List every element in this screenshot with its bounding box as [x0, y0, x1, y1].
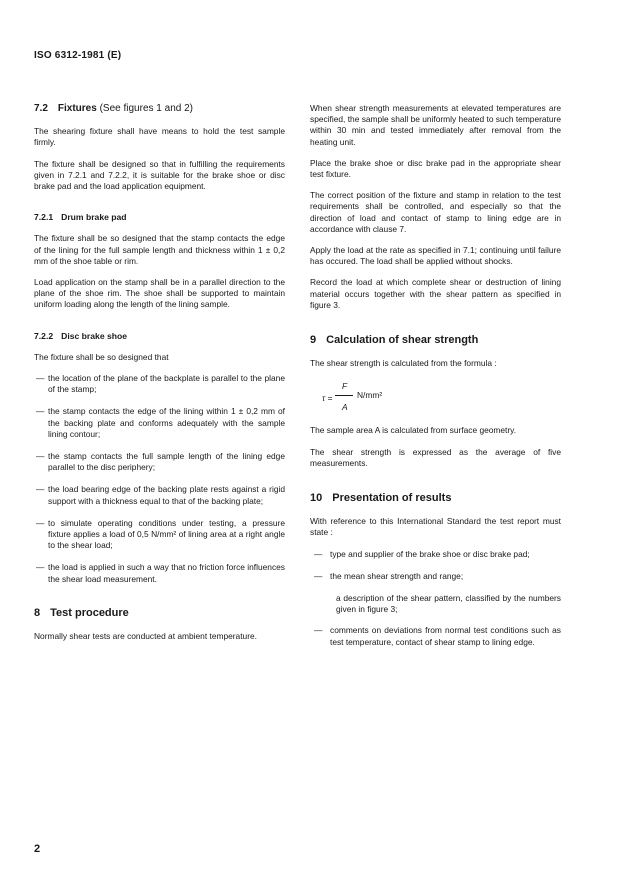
section-title: Fixtures: [57, 103, 97, 114]
list-item: — comments on deviations from normal test conditions such as test temperature, contact of shear stamp to lining edge.: [314, 625, 561, 647]
section-9-heading: [310, 335, 561, 346]
section-title: Test procedure: [50, 606, 129, 619]
paragraph: The shear strength is expressed as the average of five measurements.: [310, 446, 561, 468]
list-item: — to simulate operating conditions under testing, a pressure fixture applies a load of 0,5 N/mm² of lining area at a right angle to the shear load;: [36, 517, 285, 551]
section-title: Presentation of results: [332, 492, 452, 505]
section-number: 7.2.2: [34, 330, 54, 341]
paragraph: a description of the shear pattern, classified by the numbers given in figure 3;: [336, 593, 561, 615]
list-item: — type and supplier of the brake shoe or disc brake pad;: [314, 548, 530, 559]
section-8-heading: [34, 608, 285, 619]
section-title: Drum brake pad: [61, 212, 127, 223]
fraction-bar: [335, 395, 353, 396]
paragraph: The fixture shall be so designed that: [34, 351, 169, 362]
section-7-2-heading: [34, 103, 285, 114]
paragraph: The shearing fixture shall have means to hold the test sample firmly.: [34, 126, 285, 148]
section-title: Disc brake shoe: [61, 330, 128, 341]
paragraph: The shear strength is calculated from the formula :: [310, 358, 497, 369]
list-item: — the stamp contacts the full sample length of the lining edge parallel to the disc periphery;: [36, 451, 285, 473]
right-column: [310, 103, 561, 659]
formula-numerator: F: [342, 381, 348, 392]
section-number: 7.2.1: [34, 212, 54, 223]
paragraph: The correct position of the fixture and stamp in relation to the test requirements shall be controlled, and especially so that the direction of load and contact of stamp to lining edge are in accordance with clause 7.: [310, 190, 561, 234]
paragraph: Normally shear tests are conducted at ambient temperature.: [34, 631, 257, 642]
paragraph: The fixture shall be so designed that the stamp contacts the edge of the lining for the full sample length and thickness within 1 ± 0,2 mm of the shoe table or rim.: [34, 233, 285, 266]
section-number: 7.2: [34, 103, 48, 114]
paragraph: When shear strength measurements at elevated temperatures are specified, the sample shall be uniformly heated to such temperature within 30 min and tested immediately after removal from the heating unit.: [310, 103, 561, 147]
section-7-2-1-heading: [34, 212, 285, 223]
section-number: 8: [34, 606, 41, 619]
document-header: ISO 6312-1981 (E): [34, 50, 122, 61]
section-10-heading: [310, 493, 561, 504]
list-item: — the load is applied in such a way that no friction force influences the shear load measurement.: [36, 562, 285, 584]
paragraph: Record the load at which complete shear or destruction of lining material occurs together with the shear pattern as specified in figure 3.: [310, 277, 561, 310]
paragraph: The sample area A is calculated from surface geometry.: [310, 425, 517, 436]
paragraph: Place the brake shoe or disc brake pad in the appropriate shear test fixture.: [310, 157, 561, 180]
section-7-2-2-heading: [34, 331, 285, 342]
paragraph: Apply the load at the rate as specified in 7.1; continuing until failure has occured. The load shall be applied without shocks.: [310, 245, 561, 267]
left-column: [34, 103, 285, 652]
formula-denominator: A: [342, 402, 348, 413]
section-title: Calculation of shear strength: [326, 334, 479, 347]
formula-unit: N/mm²: [357, 390, 383, 401]
paragraph: The fixture shall be designed so that in fulfilling the requirements given in 7.2.1 and 7.2.2, it is suitable for the brake shoe or disc brake pad and the load application equipment.: [34, 158, 285, 192]
section-number: 9: [310, 334, 317, 347]
list-item: — the mean shear strength and range;: [314, 570, 464, 581]
list-item: — the location of the plane of the backplate is parallel to the plane of the stamp;: [36, 373, 285, 395]
page-number: 2: [34, 843, 41, 855]
section-number: 10: [310, 492, 323, 505]
shear-formula: [310, 379, 561, 417]
list-item: — the load bearing edge of the backing plate rests against a rigid support with a thickness equal to that of the backing plate;: [36, 484, 285, 506]
formula-symbol: τ =: [322, 393, 333, 404]
list-item: — the stamp contacts the edge of the lining within 1 ± 0,2 mm of the backing plate and conforms adequately with the sample lining contour;: [36, 406, 285, 439]
paragraph: With reference to this International Standard the test report must state :: [310, 516, 561, 538]
paragraph: Load application on the stamp shall be in a parallel direction to the plane of the shoe rim. The shoe shall be supported to maintain uniform loading along the length of the lining sample.: [34, 277, 285, 310]
section-reference: (See figures 1 and 2): [99, 103, 193, 114]
